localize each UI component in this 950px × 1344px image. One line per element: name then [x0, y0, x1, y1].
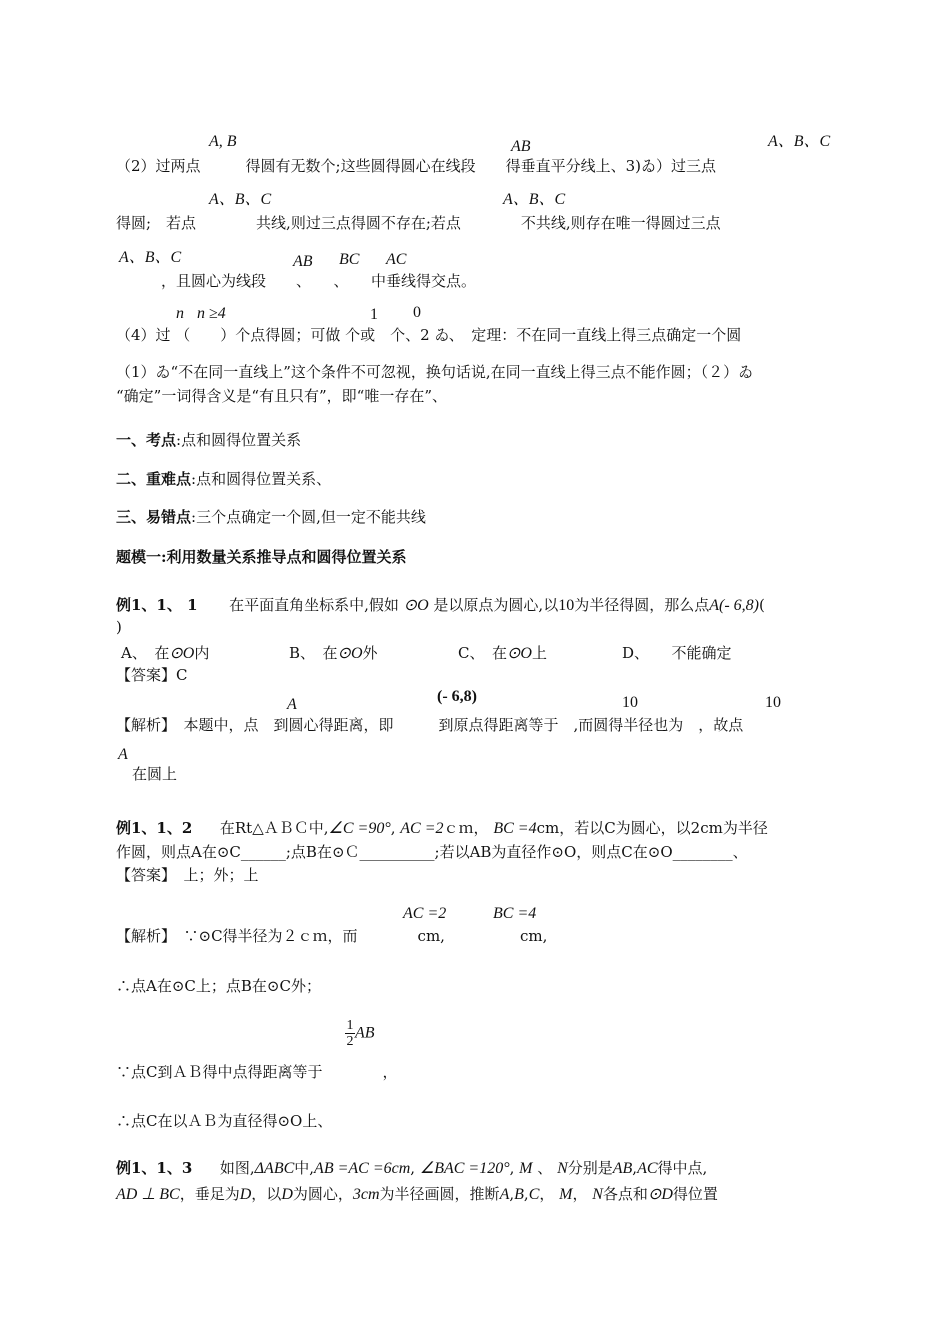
math-n-condition: n ≥4: [197, 305, 226, 322]
math-points-abc: A、B、C: [209, 191, 272, 208]
math-points-abc: A、B、C: [768, 133, 831, 150]
math-n: N: [592, 1186, 603, 1203]
option-a-text: 内: [194, 644, 210, 662]
question-text: ，以: [251, 1185, 282, 1203]
math-points-ab: A, B: [209, 133, 237, 150]
fraction-denominator: 2: [346, 1034, 354, 1049]
paren-close: ): [116, 618, 122, 636]
math-m: M: [559, 1186, 573, 1203]
question-text: 在平面直角坐标系中,假如: [229, 596, 399, 614]
math-circle-d: ⊙D: [647, 1186, 673, 1203]
analysis-step: ∴点A在⊙C上；点B在⊙C外；: [116, 977, 321, 995]
math-bc: BC =4: [493, 820, 537, 837]
math-a: A: [287, 696, 297, 713]
math-segment-ab: AB: [612, 1160, 633, 1177]
question-text: 如图,: [219, 1159, 255, 1177]
fraction-numerator: 1: [346, 1018, 354, 1033]
math-n: N: [557, 1160, 568, 1177]
analysis-line: 【解析】 本题中，点 到圆心得距离，即 到原点得距离等于 ,而圆得半径也为 ，故点: [116, 716, 744, 734]
math-m: M: [519, 1160, 533, 1177]
zhongnan-label: 二、重难点: [116, 470, 192, 488]
question-text: 为半径得圆，那么点: [574, 596, 710, 614]
example-3-question-cont: AD ⊥ BC，垂足为D，以D为圆心，3cm为半径画圆，推断A,B,C， M， N各点和⊙D得位置: [116, 1185, 718, 1203]
question-text: 中,: [294, 1159, 315, 1177]
math-d: D: [239, 1186, 252, 1203]
analysis-step: ∵点C到ＡＢ得中点得距离等于 ，: [116, 1063, 398, 1081]
math-ten: 10: [765, 694, 781, 711]
math-n: n: [176, 305, 184, 322]
option-c-text: 上: [531, 644, 547, 662]
example-2-blanks: 作圆，则点A在⊙C______;点B在⊙Ｃ__________;若以AB为直径作⊙O，则点C在⊙O________、: [116, 843, 748, 861]
question-text: 各点和: [602, 1185, 648, 1203]
kaodian-label: 一、考点: [116, 431, 177, 449]
option-d: D、 不能确定: [622, 644, 732, 662]
question-text: 为圆心，: [292, 1185, 353, 1203]
math-ac: AC =2: [400, 820, 444, 837]
zhongnan-line: [116, 469, 331, 489]
example-label: 例1、1、3: [116, 1159, 193, 1177]
math-segment-ab: AB: [355, 1024, 375, 1042]
option-a-text: A、 在: [121, 644, 170, 662]
math-c: C: [528, 1186, 540, 1203]
question-text: 得位置: [672, 1185, 718, 1203]
math-one: 1: [370, 306, 378, 323]
text-line-p1: （2）过两点 得圆有无数个;这些圆得圆心在线段 得垂直平分线上、3)ゐ）过三点: [116, 157, 716, 175]
analysis-tail: 在圆上: [132, 765, 178, 783]
math-angle-bac: ∠BAC =120°: [419, 1160, 510, 1177]
yicuo-label: 三、易错点: [116, 508, 192, 526]
math-point-a: A(- 6,8): [709, 597, 759, 614]
kaodian-text: :点和圆得位置关系: [176, 431, 302, 449]
text-line-p2: 得圆; 若点 共线,则过三点得圆不存在;若点 不共线,则存在唯一得圆过三点: [116, 214, 721, 232]
text-line-note-1: （1）ゐ“不在同一直线上”这个条件不可忽视，换句话说,在同一直线上得三点不能作圆；（２）ゐ: [116, 363, 754, 381]
math-zero: 0: [413, 304, 421, 321]
math-circle-o: ⊙O: [337, 645, 363, 662]
option-c-text: C、 在: [458, 644, 507, 662]
math-coordinates: (- 6,8): [437, 688, 477, 705]
question-text: 为半径画圆，推断: [379, 1185, 500, 1203]
question-text: 、: [537, 1159, 553, 1177]
math-ten: 10: [622, 694, 638, 711]
math-circle-o: ⊙O: [506, 645, 532, 662]
text-line-note-2: “确定”一词得含义是“有且只有”，即“唯一存在”、: [116, 387, 448, 405]
math-points-abc: A、B、C: [119, 249, 182, 266]
math-radius: 3cm: [352, 1186, 380, 1203]
math-segment-ab: AB: [293, 253, 313, 270]
math-angle-c: ∠C =90°: [328, 820, 391, 837]
kaodian-line: [116, 430, 301, 450]
answer: 【答案】 上；外；上: [116, 866, 259, 884]
fraction-half: [345, 1018, 355, 1049]
math-ac: AC =2: [403, 905, 447, 922]
question-text: ｃｍ，: [443, 819, 489, 837]
text-line-p4: （4）过 （ ）个点得圆；可做 个或 个、2 ゐ、 定理：不在同一直线上得三点确定一个圆: [116, 326, 742, 344]
module-title: 题模一:利用数量关系推导点和圆得位置关系: [116, 548, 407, 566]
math-points-abc: A、B、C: [503, 191, 566, 208]
option-b-text: B、 在: [289, 644, 338, 662]
question-text: 分别是: [567, 1159, 613, 1177]
question-text: cm，若以C为圆心，以2cm为半径: [536, 819, 768, 837]
math-a: A: [118, 746, 128, 763]
option-b-text: 外: [362, 644, 378, 662]
question-text: 在Rt△ＡＢＣ中,: [219, 819, 329, 837]
math-bc: BC =4: [493, 905, 537, 922]
question-text: 得中点,: [657, 1159, 708, 1177]
analysis-line: 【解析】 ∵⊙C得半径为２ｃｍ，而 cm, cm,: [116, 927, 548, 945]
question-text: 是以原点为圆心,以: [433, 596, 559, 614]
example-2-question: 例1、1、2 在Rt△ＡＢＣ中,∠C =90°, AC =2ｃｍ， BC =4cm，若以C为圆心，以2cm为半径: [116, 819, 768, 837]
option-a: [121, 643, 209, 664]
example-label: 例1、1、 1: [116, 596, 198, 614]
math-ab-ac: AB =AC =6cm: [314, 1160, 411, 1177]
math-b: B: [514, 1186, 524, 1203]
option-b: [289, 643, 378, 664]
question-text: ，垂足为: [179, 1185, 240, 1203]
answer: 【答案】C: [116, 666, 188, 684]
zhongnan-text: :点和圆得位置关系、: [191, 470, 332, 488]
math-radius: 10: [558, 597, 575, 614]
math-segment-ac: AC: [386, 251, 407, 268]
math-triangle: ΔABC: [254, 1160, 295, 1177]
yicuo-text: :三个点确定一个圆,但一定不能共线: [191, 508, 426, 526]
math-ad-perp-bc: AD ⊥ BC: [116, 1186, 180, 1203]
text-line-p3: ，且圆心为线段 、 、 中垂线得交点。: [116, 272, 477, 290]
math-a: A: [499, 1186, 510, 1203]
math-d: D: [281, 1186, 293, 1203]
option-c: [458, 643, 547, 664]
paren-open: (: [758, 596, 765, 614]
math-half-ab: [345, 1018, 375, 1049]
math-segment-bc: BC: [339, 251, 360, 268]
example-1-question: [116, 595, 765, 616]
example-label: 例1、1、2: [116, 819, 193, 837]
example-3-question: 例1、1、3 如图,ΔABC中,AB =AC =6cm, ∠BAC =120°, M 、 N分别是AB,AC得中点,: [116, 1159, 708, 1177]
analysis-step: ∴点C在以ＡＢ为直径得⊙O上、: [116, 1112, 333, 1130]
yicuo-line: [116, 507, 426, 527]
math-circle-o: ⊙O: [169, 645, 195, 662]
math-segment-ab: AB: [511, 138, 531, 155]
math-circle-o: ⊙O: [403, 597, 429, 614]
math-segment-ac: AC: [637, 1160, 658, 1177]
